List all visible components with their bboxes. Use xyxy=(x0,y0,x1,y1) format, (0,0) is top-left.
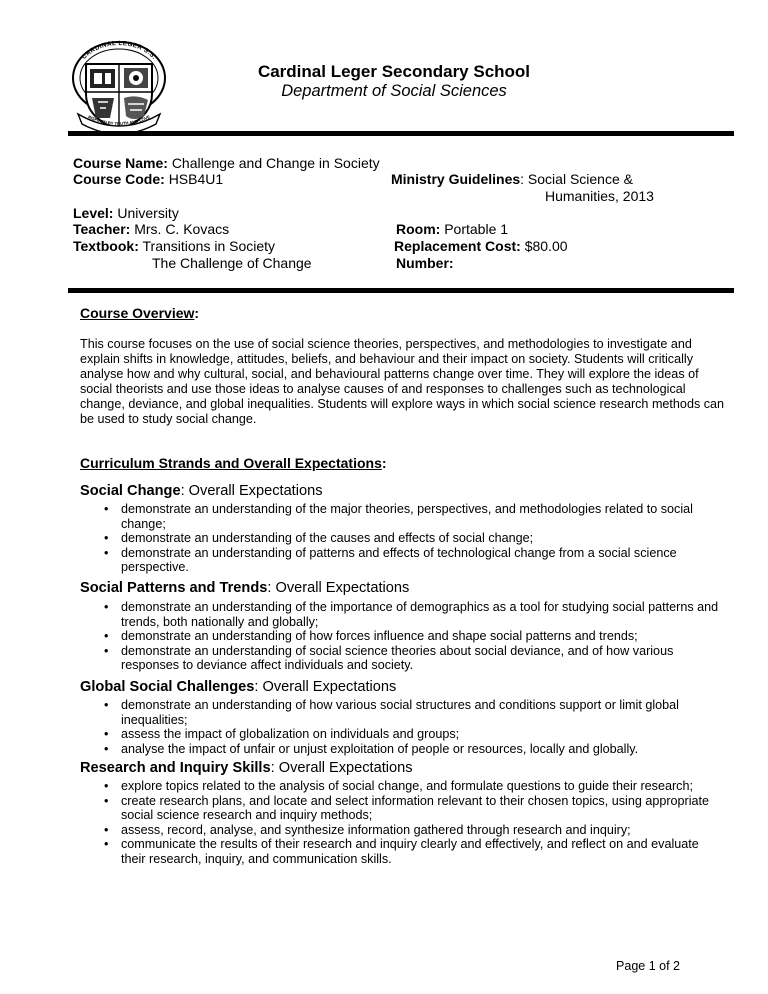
ministry-guidelines-colon: : xyxy=(520,171,525,187)
list-item: • analyse the impact of unfair or unjust exploitation of people or resources, locally and globally. xyxy=(104,742,726,757)
strand-heading-global-challenges xyxy=(80,679,396,695)
list-item: • demonstrate an understanding of how forces influence and shape social patterns and trends; xyxy=(104,629,726,644)
room-row xyxy=(396,221,508,237)
textbook-label: Textbook: xyxy=(73,238,139,254)
strand-suffix: : Overall Expectations xyxy=(270,760,413,776)
ministry-guidelines-value: Social Science & xyxy=(527,171,633,187)
strand-suffix: : Overall Expectations xyxy=(180,483,323,499)
overview-heading: Course Overview xyxy=(80,305,195,321)
list-item: • communicate the results of their research and inquiry clearly and effectively, and reflect on and evaluate their research, inquiry, and communication skills. xyxy=(104,837,726,866)
textbook-row xyxy=(73,238,275,254)
teacher-row xyxy=(73,221,229,237)
list-item: • assess the impact of globalization on individuals and groups; xyxy=(104,727,726,742)
number-row xyxy=(396,255,454,271)
strand-heading-research-skills xyxy=(80,760,413,776)
replacement-cost-row xyxy=(394,238,568,254)
teacher-label: Teacher: xyxy=(73,221,131,237)
textbook-line2: The Challenge of Change xyxy=(152,255,312,271)
course-name-row xyxy=(73,155,380,171)
list-item: • demonstrate an understanding of patterns and effects of technological change from a social science perspective. xyxy=(104,546,726,575)
curriculum-heading-colon: : xyxy=(381,455,387,471)
strand-suffix: : Overall Expectations xyxy=(254,679,397,695)
course-code-row xyxy=(73,171,223,187)
list-item: • demonstrate an understanding of the major theories, perspectives, and methodologies related to social change; xyxy=(104,502,726,531)
info-divider xyxy=(68,288,734,293)
strand-list-social-patterns xyxy=(104,600,726,673)
strand-suffix: : Overall Expectations xyxy=(267,580,410,596)
course-code-label: Course Code: xyxy=(73,171,165,187)
overview-text: This course focuses on the use of social science theories, perspectives, and methodologies to investigate and explain shifts in knowledge, attitudes, beliefs, and behaviour and their impact on society. Students will critically analyse how and why cultural, social, and behavioural patterns change over time. They will explore the ideas of social theorists and use those ideas to analyse causes of and responses to challenges such as technological change, deviance, and global inequalities. Students will explore ways in which social science research methods can be used to study social change. xyxy=(80,337,725,427)
strand-title: Social Patterns and Trends xyxy=(80,580,268,596)
list-item: • demonstrate an understanding of how various social structures and conditions support or limit global inequalities; xyxy=(104,698,726,727)
course-code-value: HSB4U1 xyxy=(168,171,224,187)
level-label: Level: xyxy=(73,205,114,221)
list-item: • explore topics related to the analysis of social change, and formulate questions to guide their research; xyxy=(104,779,726,794)
list-item: • demonstrate an understanding of social science theories about social deviance, and of how various responses to deviance affect individuals and society. xyxy=(104,644,726,673)
curriculum-heading-row xyxy=(80,455,387,471)
strand-title: Social Change xyxy=(80,483,181,499)
course-name-value: Challenge and Change in Society xyxy=(171,155,380,171)
svg-text:CARDINAL LEGER S.S.: CARDINAL LEGER S.S. xyxy=(80,39,158,61)
ministry-guidelines-row xyxy=(391,171,633,187)
overview-heading-row xyxy=(80,305,199,321)
school-name: Cardinal Leger Secondary School xyxy=(257,62,531,81)
level-value: University xyxy=(117,205,179,221)
overview-heading-colon: : xyxy=(194,305,200,321)
strand-list-global-challenges xyxy=(104,698,726,756)
replacement-cost-label: Replacement Cost: xyxy=(394,238,521,254)
strand-title: Global Social Challenges xyxy=(80,679,255,695)
list-item: • demonstrate an understanding of the causes and effects of social change; xyxy=(104,531,726,546)
room-label: Room: xyxy=(396,221,441,237)
list-item: • create research plans, and locate and select information relevant to their chosen topics, using appropriate social science research and inquiry methods; xyxy=(104,794,726,823)
strand-title: Research and Inquiry Skills xyxy=(80,760,271,776)
list-item: • assess, record, analyse, and synthesize information gathered through research and inquiry; xyxy=(104,823,726,838)
course-name-label: Course Name: xyxy=(73,155,168,171)
room-value: Portable 1 xyxy=(444,221,509,237)
ministry-guidelines-label: Ministry Guidelines xyxy=(391,171,521,187)
number-label: Number: xyxy=(396,255,454,271)
textbook-value: Transitions in Society xyxy=(142,238,276,254)
header-divider xyxy=(68,131,734,136)
list-item: • demonstrate an understanding of the importance of demographics as a tool for studying social patterns and trends, both nationally and globally; xyxy=(104,600,726,629)
level-row xyxy=(73,205,179,221)
strand-heading-social-patterns xyxy=(80,580,409,596)
strand-heading-social-change xyxy=(80,483,323,499)
strand-list-research-skills xyxy=(104,779,726,867)
department-name: Department of Social Sciences xyxy=(281,82,507,100)
svg-text:INSPIRED BY TRUTH AND LOVE: INSPIRED BY TRUTH AND LOVE xyxy=(87,114,151,127)
ministry-guidelines-line2: Humanities, 2013 xyxy=(545,188,654,204)
curriculum-heading: Curriculum Strands and Overall Expectations xyxy=(80,455,382,471)
replacement-cost-value: $80.00 xyxy=(524,238,568,254)
strand-list-social-change xyxy=(104,502,726,575)
page-number: Page 1 of 2 xyxy=(616,959,680,973)
teacher-value: Mrs. C. Kovacs xyxy=(134,221,230,237)
